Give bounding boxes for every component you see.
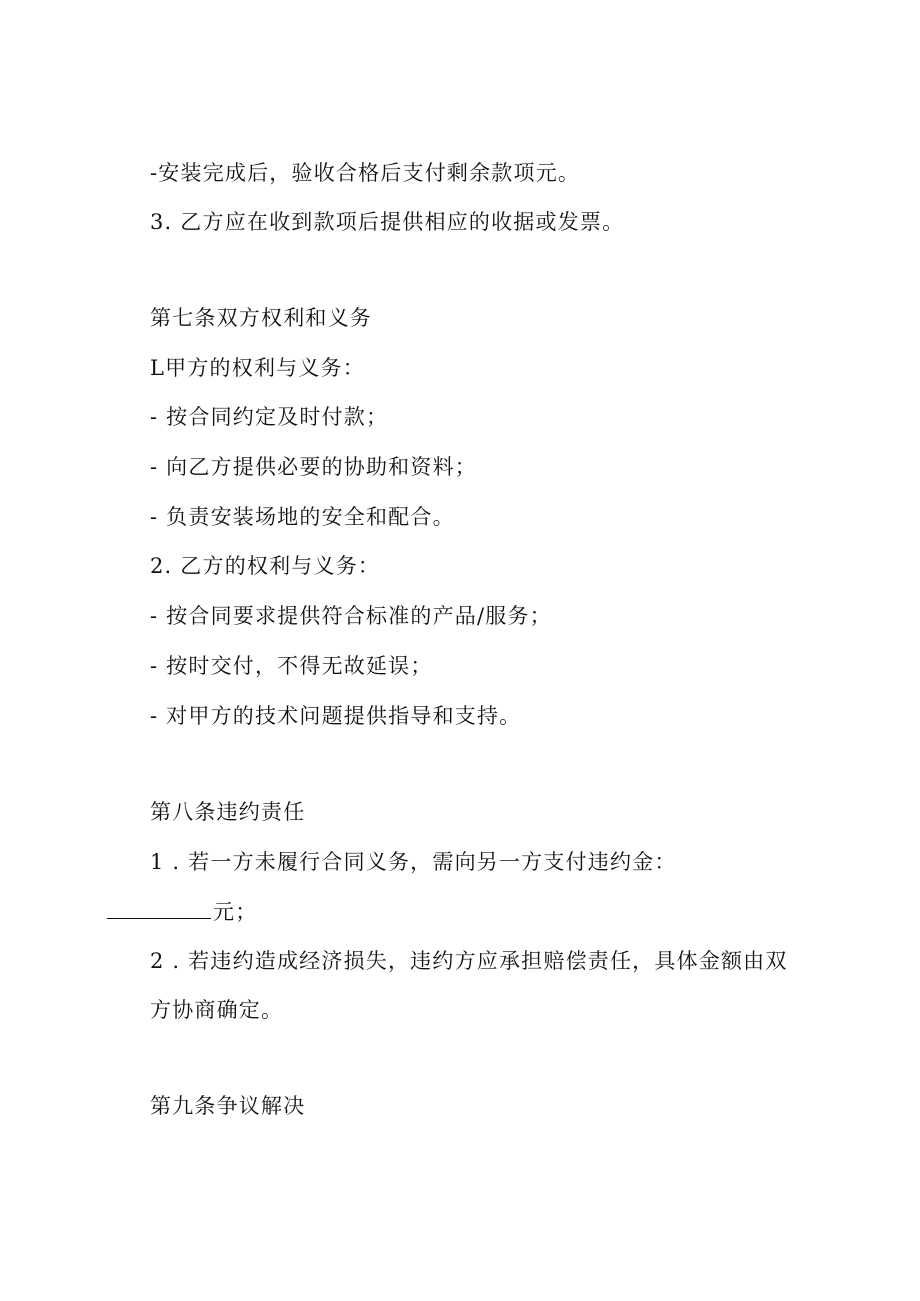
party-b-item-1: - 按合同要求提供符合标准的产品/服务；	[150, 604, 552, 628]
breach-clause-2-cont: 方协商确定。	[150, 998, 284, 1022]
penalty-amount-line	[107, 898, 257, 926]
section-9-title: 第九条争议解决	[150, 1094, 306, 1118]
party-a-item-2: - 向乙方提供必要的协助和资料；	[150, 455, 477, 479]
section-8-title: 第八条违约责任	[150, 800, 306, 824]
party-b-heading: 2. 乙方的权利与义务：	[150, 554, 381, 578]
payment-receipt-line: 3. 乙方应在收到款项后提供相应的收据或发票。	[150, 210, 625, 234]
party-a-item-3: - 负责安装场地的安全和配合。	[150, 505, 455, 529]
party-a-item-1: - 按合同约定及时付款；	[150, 405, 389, 429]
amount-blank	[107, 899, 211, 919]
party-b-item-3: - 对甲方的技术问题提供指导和支持。	[150, 704, 522, 728]
party-a-heading: L甲方的权利与义务：	[150, 356, 365, 380]
breach-clause-1: 1 . 若一方未履行合同义务，需向另一方支付违约金：	[150, 850, 677, 874]
amount-unit: 元；	[213, 900, 258, 924]
party-b-item-2: - 按时交付，不得无故延误；	[150, 654, 433, 678]
breach-clause-2: 2 . 若违约造成经济损失，违约方应承担赔偿责任，具体金额由双	[150, 949, 788, 973]
payment-line: -安装完成后，验收合格后支付剩余款项元。	[150, 161, 581, 185]
section-7-title: 第七条双方权利和义务	[150, 306, 372, 330]
